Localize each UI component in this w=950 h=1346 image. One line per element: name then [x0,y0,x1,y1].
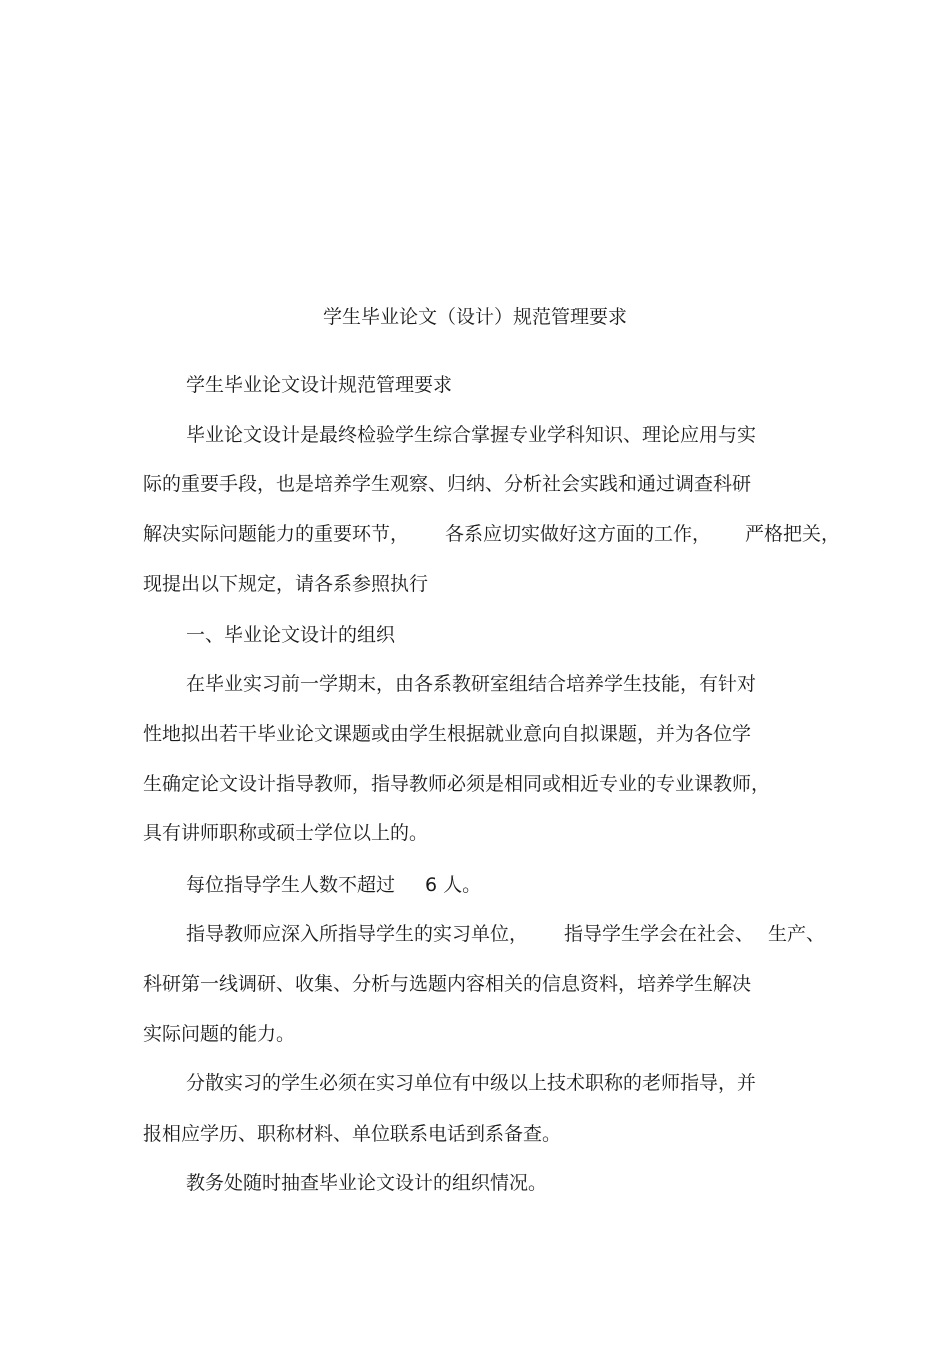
intro-line-1: 毕业论文设计是最终检验学生综合掌握专业学科知识、理论应用与实 [186,424,757,446]
para-3-line-1 [186,921,825,947]
para-3-line-1-part-a: 指导教师应深入所指导学生的实习单位， [186,923,529,945]
para-3-line-2: 科研第一线调研、收集、分析与选题内容相关的信息资料，培养学生解决 [143,973,752,995]
para-2 [186,872,481,898]
para-4-line-2: 报相应学历、职称材料、单位联系电话到系备查。 [143,1123,562,1145]
section-1-heading: 一、毕业论文设计的组织 [186,624,396,646]
intro-line-2: 际的重要手段，也是培养学生观察、归纳、分析社会实践和通过调查科研 [143,473,752,495]
para-1-line-2: 性地拟出若干毕业论文课题或由学生根据就业意向自拟课题，并为各位学 [143,723,752,745]
para-1-line-4: 具有讲师职称或硕士学位以上的。 [143,822,429,844]
para-3-line-3: 实际问题的能力。 [143,1023,296,1045]
para-2-part-a: 每位指导学生人数不超过 [186,874,396,896]
intro-line-3-part-b: 各系应切实做好这方面的工作， [445,523,712,545]
para-3-line-1-part-c: 生产、 [768,923,826,945]
para-2-part-b: 6 人。 [425,874,482,896]
intro-line-3 [143,521,840,547]
para-1-line-3: 生确定论文设计指导教师，指导教师必须是相同或相近专业的专业课教师， [143,773,771,795]
document-subtitle: 学生毕业论文设计规范管理要求 [186,374,453,396]
para-1-line-1: 在毕业实习前一学期末，由各系教研室组结合培养学生技能，有针对 [186,673,757,695]
intro-line-4: 现提出以下规定，请各系参照执行 [143,573,429,595]
para-5: 教务处随时抽查毕业论文设计的组织情况。 [186,1172,548,1194]
document-title: 学生毕业论文（设计）规范管理要求 [322,306,627,328]
intro-line-3-part-a: 解决实际问题能力的重要环节， [143,523,410,545]
para-3-line-1-part-b: 指导学生学会在社会、 [564,923,755,945]
para-4-line-1: 分散实习的学生必须在实习单位有中级以上技术职称的老师指导，并 [186,1072,757,1094]
intro-line-3-part-c: 严格把关， [745,523,841,545]
